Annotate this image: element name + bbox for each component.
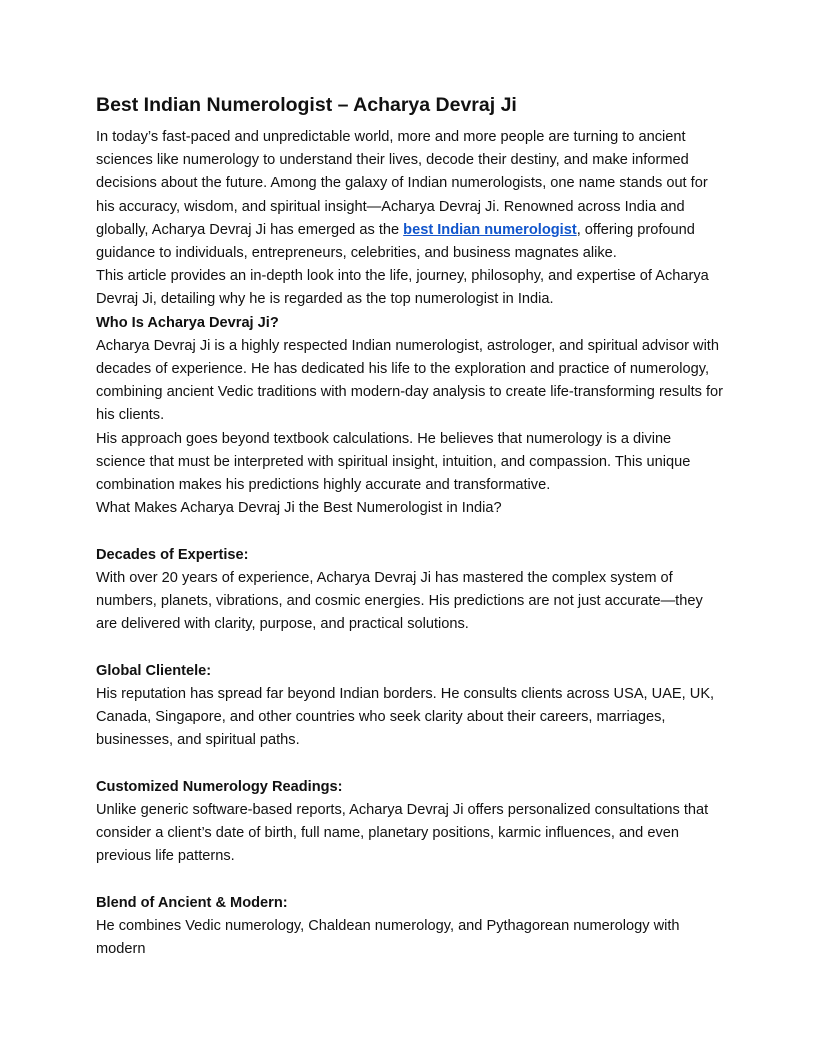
expertise-paragraph: With over 20 years of experience, Acharya Devraj Ji has mastered the complex system of numbers, planets, vibrations, and cosmic energies. His predictions are not just accurate—they are delivered with clarity, purpose, and practical solutions. xyxy=(96,569,703,633)
best-indian-numerologist-link[interactable]: best Indian numerologist xyxy=(403,221,577,238)
spacer xyxy=(96,636,724,659)
clientele-heading: Global Clientele: xyxy=(96,662,212,679)
spacer xyxy=(96,868,724,891)
readings-heading: Customized Numerology Readings: xyxy=(96,778,343,795)
document-page xyxy=(96,92,724,961)
intro-text-before-link: In today’s fast-paced and unpredictable world, more and more people are turning to ancient sciences like numerology to understand their lives, decode their destiny, and make informed decisions about the future. Among the galaxy of Indian numerologists, one name stands out for his accuracy, wisdom, and spiritual insight—Acharya Devraj Ji. Renowned across India and globally, Acharya Devraj Ji has emerged as the xyxy=(96,129,708,238)
spacer xyxy=(96,752,724,775)
readings-paragraph: Unlike generic software-based reports, Acharya Devraj Ji offers personalized consultations that consider a client’s date of birth, full name, planetary positions, karmic influences, and even previous life patterns. xyxy=(96,801,709,865)
who-heading: Who Is Acharya Devraj Ji? xyxy=(96,314,279,331)
intro-text-after-link: , offering profound guidance to individuals, entrepreneurs, celebrities, and business magnates alike. xyxy=(96,221,695,262)
who-paragraph-1: Acharya Devraj Ji is a highly respected Indian numerologist, astrologer, and spiritual advisor with decades of experience. He has dedicated his life to the exploration and practice of numerology, combining ancient Vedic traditions with modern-day analysis to create life-transforming results for his clients. xyxy=(96,337,724,424)
blend-heading: Blend of Ancient & Modern: xyxy=(96,894,288,911)
what-makes-heading: What Makes Acharya Devraj Ji the Best Numerologist in India? xyxy=(96,500,502,517)
article-note-paragraph: This article provides an in-depth look into the life, journey, philosophy, and expertise of Acharya Devraj Ji, detailing why he is regarded as the top numerologist in India. xyxy=(96,268,709,308)
who-paragraph-2: His approach goes beyond textbook calculations. He believes that numerology is a divine science that must be interpreted with spiritual insight, intuition, and compassion. This unique combination makes his predictions highly accurate and transformative. xyxy=(96,430,691,494)
blend-paragraph: He combines Vedic numerology, Chaldean numerology, and Pythagorean numerology with modern xyxy=(96,917,680,958)
expertise-heading: Decades of Expertise: xyxy=(96,546,249,563)
spacer xyxy=(96,520,724,543)
clientele-paragraph: His reputation has spread far beyond Indian borders. He consults clients across USA, UAE, UK, Canada, Singapore, and other countries who seek clarity about their careers, marriages, businesses, and spiritual paths. xyxy=(96,685,715,749)
intro-paragraph xyxy=(96,126,724,265)
page-title: Best Indian Numerologist – Acharya Devraj Ji xyxy=(96,94,517,116)
